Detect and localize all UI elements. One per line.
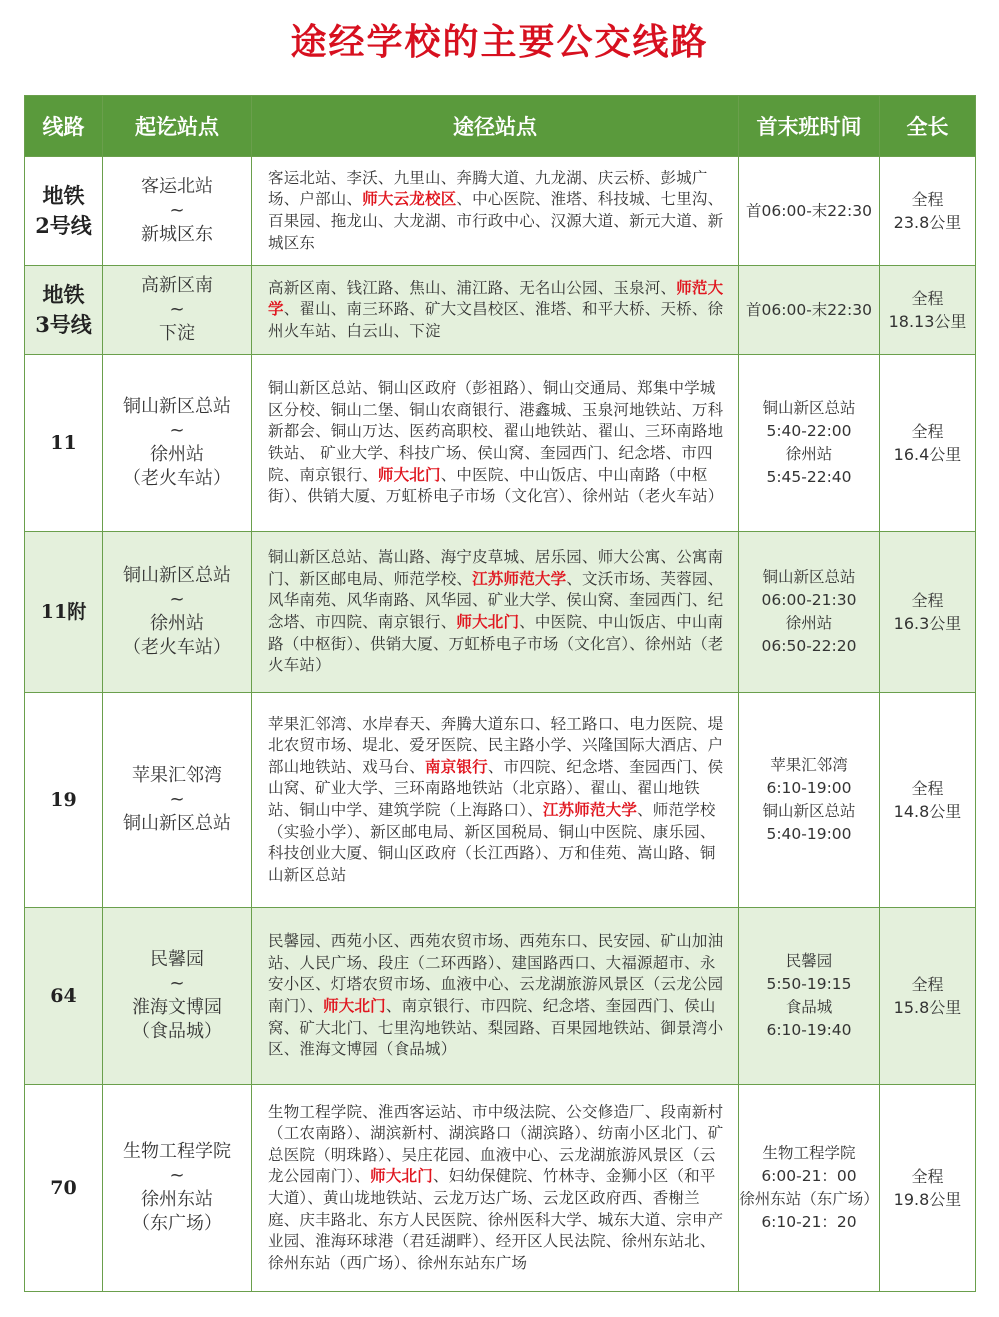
route-ends-cell	[103, 266, 252, 355]
route-end-text: （老火车站）	[123, 637, 231, 658]
route-line-text: 19	[50, 789, 77, 811]
highlighted-stop: 师大北门	[377, 465, 441, 484]
stop-text: 民馨园、西苑小区、西苑农贸市场、西苑东口、民安园、矿山加油站、人民广场、段庄（二环西路）、建国路西口、大福源超市、永安小区、灯塔农贸市场、血液中心、云龙湖旅游风景区（云龙公园南门）、	[268, 932, 724, 1015]
stop-text: 、中医院、中山饭店、中山南路（中枢街）、供销大厦、万虹桥电子市场（文化宫）、徐州站（老火车站）	[268, 465, 724, 506]
route-end-text: ~	[169, 789, 185, 810]
route-length-text: 全程	[911, 591, 944, 610]
route-time-cell	[739, 693, 880, 908]
route-length-cell	[880, 908, 976, 1085]
route-time-cell	[739, 266, 880, 355]
route-line-text: 地铁	[42, 282, 85, 307]
route-length-cell	[880, 266, 976, 355]
page-title: 途经学校的主要公交线路	[290, 22, 709, 63]
route-time-text: 6:00-21：00	[761, 1167, 857, 1185]
table-body	[25, 157, 976, 1292]
route-stops-cell	[252, 532, 739, 693]
stop-text: 、中医院、中山饭店、中山南路（中枢街）、供销大厦、万虹桥电子市场（文化宫）、徐州站（老火车站）	[268, 613, 724, 675]
route-length-text: 全程	[911, 779, 944, 798]
header-stops: 途径站点	[252, 96, 739, 157]
route-ends-cell	[103, 355, 252, 532]
route-end-text: 高新区南	[141, 275, 213, 296]
stop-text: 苹果汇邻湾、水岸春天、奔腾大道东口、轻工路口、电力医院、堤北农贸市场、堤北、爱牙医院、民主路小学、兴隆国际大酒店、户部山地铁站、戏马台、	[268, 714, 724, 776]
route-time-text: 徐州站	[785, 445, 833, 463]
route-end-text: ~	[169, 200, 185, 221]
route-end-text: 铜山新区总站	[123, 813, 231, 834]
table-header-row	[25, 96, 976, 157]
stop-text: 生物工程学院、淮西客运站、市中级法院、公交修造厂、段南新村（工农南路）、湖滨新村、湖滨路口（湖滨路）、纺南小区北门、矿总医院（明珠路）、吴庄花园、血液中心、云龙湖旅游风景区（云龙公园南门）、	[268, 1102, 724, 1186]
route-line-text: 11附	[40, 601, 87, 623]
route-length-text: 全程	[911, 422, 944, 441]
route-stops-cell	[252, 355, 739, 532]
route-time-text: 首06:00-末22:30	[746, 201, 872, 220]
route-stops-cell	[252, 266, 739, 355]
stop-text: 、翟山、南三环路、矿大文昌校区、淮塔、和平大桥、天桥、徐州火车站、白云山、下淀	[268, 300, 724, 340]
route-time-text: 06:00-21:30	[761, 591, 857, 609]
route-time-cell	[739, 532, 880, 693]
route-line-text: 70	[50, 1177, 77, 1199]
route-length-cell	[880, 157, 976, 266]
route-ends-cell	[103, 532, 252, 693]
table-row	[25, 908, 976, 1085]
highlighted-stop: 师大北门	[323, 997, 386, 1015]
highlighted-stop: 江苏师范大学	[542, 801, 638, 819]
table-row	[25, 266, 976, 355]
stop-text: 、中心医院、淮塔、科技城、七里沟、百果园、拖龙山、大龙湖、市行政中心、汉源大道、新元大道、新城区东	[268, 190, 724, 252]
route-end-text: 徐州站	[150, 613, 204, 634]
route-stops-cell	[252, 908, 739, 1085]
stop-text: 铜山新区总站、嵩山路、海宁皮草城、居乐园、师大公寓、公寓南门、新区邮电局、师范学校、	[268, 548, 724, 588]
route-time-text: 5:40-19:00	[766, 825, 852, 843]
route-time-text: 5:45-22:40	[766, 468, 852, 486]
route-line-cell	[25, 157, 103, 266]
stop-text: 、市四院、纪念塔、奎园西门、侯山窝、矿业大学、三环南路地铁站（北京路）、翟山、翟山地铁站、铜山中学、建筑学院（上海路口）、	[268, 757, 724, 819]
route-time-text: 铜山新区总站	[762, 568, 856, 586]
route-end-text: （食品城）	[132, 1021, 222, 1042]
route-end-text: ~	[169, 589, 185, 610]
route-time-text: 苹果汇邻湾	[770, 756, 848, 774]
route-ends-cell	[103, 908, 252, 1085]
route-time-text: 徐州东站（东广场）	[739, 1190, 879, 1208]
route-end-text: 新城区东	[141, 224, 213, 245]
route-end-text: 铜山新区总站	[123, 565, 231, 586]
route-end-text: 苹果汇邻湾	[132, 765, 222, 786]
route-time-text: 5:40-22:00	[766, 422, 852, 440]
bus-routes-table	[24, 95, 976, 1292]
route-time-text: 5:50-19:15	[766, 975, 852, 993]
stop-text: 、师范学校（实验小学）、新区邮电局、新区国税局、铜山中医院、康乐园、科技创业大厦、铜山区政府（长江西路）、万和佳苑、嵩山路、铜山新区总站	[268, 801, 716, 884]
table-row	[25, 532, 976, 693]
route-line-cell	[25, 266, 103, 355]
route-length-text: 19.8公里	[893, 1190, 962, 1209]
route-time-text: 徐州站	[785, 614, 833, 632]
route-length-cell	[880, 693, 976, 908]
route-end-text: ~	[169, 1165, 185, 1186]
table-row	[25, 355, 976, 532]
highlighted-stop: 师大北门	[456, 613, 520, 631]
header-line: 线路	[25, 96, 103, 157]
route-stops-cell	[252, 1085, 739, 1292]
route-time-text: 铜山新区总站	[762, 802, 856, 820]
table-row	[25, 1085, 976, 1292]
route-length-text: 23.8公里	[893, 213, 962, 232]
route-time-cell	[739, 908, 880, 1085]
route-time-text: 06:50-22:20	[761, 637, 857, 655]
route-line-text: 地铁	[42, 183, 85, 208]
route-length-cell	[880, 355, 976, 532]
route-time-text: 民馨园	[785, 952, 833, 970]
route-time-text: 6:10-21：20	[761, 1213, 857, 1231]
route-length-text: 15.8公里	[893, 998, 962, 1017]
route-end-text: 徐州站	[150, 444, 204, 465]
route-time-text: 6:10-19:40	[766, 1021, 852, 1039]
table-row	[25, 693, 976, 908]
route-line-cell	[25, 693, 103, 908]
route-line-text: 3号线	[35, 312, 92, 337]
route-length-text: 全程	[911, 190, 944, 209]
route-length-cell	[880, 532, 976, 693]
route-end-text: ~	[169, 420, 185, 441]
route-time-text: 生物工程学院	[762, 1144, 856, 1162]
route-time-text: 食品城	[785, 998, 833, 1016]
route-end-text: 铜山新区总站	[123, 396, 231, 417]
route-end-text: ~	[169, 973, 185, 994]
route-time-text: 6:10-19:00	[766, 779, 852, 797]
route-length-text: 16.4公里	[893, 445, 962, 464]
stop-text: 客运北站、李沃、九里山、奔腾大道、九龙湖、庆云桥、彭城广场、户部山、	[268, 168, 708, 209]
route-time-cell	[739, 157, 880, 266]
stop-text: 铜山新区总站、铜山区政府（彭祖路）、铜山交通局、郑集中学城区分校、铜山二堡、铜山农商银行、港鑫城、玉泉河地铁站、万科新都会、铜山万达、医药高职校、翟山地铁站、翟山、三环南路地铁站、 矿业大学、科技广场、侯山窝、奎园西门、纪念塔、市四院、南京银行、	[268, 379, 724, 484]
highlighted-stop: 师大北门	[370, 1167, 433, 1186]
stop-text: 高新区南、钱江路、焦山、浦江路、无名山公园、玉泉河、	[268, 278, 677, 297]
header-length: 全长	[880, 96, 976, 157]
route-length-text: 14.8公里	[893, 802, 962, 821]
stop-text: 、妇幼保健院、竹林寺、金狮小区（和平大道）、黄山垅地铁站、云龙万达广场、云龙区政府西、香榭兰庭、庆丰路北、东方人民医院、徐州医科大学、城东大道、宗申产业园、淮海环球港（君廷湖畔）、经开区人民法院、徐州东站北、徐州东站（西广场）、徐州东站东广场	[268, 1167, 724, 1272]
highlighted-stop: 师大云龙校区	[362, 190, 457, 209]
route-line-cell	[25, 355, 103, 532]
route-line-cell	[25, 908, 103, 1085]
route-end-text: （东广场）	[132, 1213, 222, 1234]
route-end-text: 徐州东站	[141, 1189, 213, 1210]
route-line-cell	[25, 532, 103, 693]
route-time-text: 铜山新区总站	[762, 399, 856, 417]
route-length-text: 全程	[911, 289, 944, 308]
route-line-text: 11	[50, 432, 77, 454]
stop-text: 、文沃市场、芙蓉园、风华南苑、风华南路、风华园、矿业大学、侯山窝、奎园西门、纪念塔、市四院、南京银行、	[268, 569, 724, 631]
route-time-text: 首06:00-末22:30	[746, 300, 872, 319]
route-ends-cell	[103, 693, 252, 908]
route-length-cell	[880, 1085, 976, 1292]
route-length-text: 16.3公里	[893, 614, 962, 633]
route-end-text: ~	[169, 299, 185, 320]
route-time-cell	[739, 355, 880, 532]
header-ends: 起讫站点	[103, 96, 252, 157]
highlighted-stop: 南京银行	[425, 757, 488, 776]
route-end-text: （老火车站）	[123, 468, 231, 489]
route-ends-cell	[103, 157, 252, 266]
route-line-text: 2号线	[35, 213, 92, 238]
route-length-text: 全程	[911, 1167, 944, 1186]
route-length-text: 全程	[911, 975, 944, 994]
route-time-cell	[739, 1085, 880, 1292]
highlighted-stop: 师范大学	[268, 278, 724, 319]
route-end-text: 民馨园	[150, 949, 204, 970]
highlighted-stop: 江苏师范大学	[472, 569, 567, 588]
route-length-text: 18.13公里	[888, 312, 967, 331]
route-line-cell	[25, 1085, 103, 1292]
route-end-text: 淮海文博园	[132, 997, 222, 1018]
header-time: 首末班时间	[739, 96, 880, 157]
stop-text: 、南京银行、市四院、纪念塔、奎园西门、侯山窝、矿大北门、七里沟地铁站、梨园路、百果园地铁站、御景湾小区、淮海文博园（食品城）	[268, 997, 724, 1059]
route-end-text: 客运北站	[141, 176, 213, 197]
route-ends-cell	[103, 1085, 252, 1292]
route-line-text: 64	[50, 985, 77, 1007]
route-stops-cell	[252, 693, 739, 908]
route-end-text: 下淀	[159, 323, 195, 344]
route-stops-cell	[252, 157, 739, 266]
table-row	[25, 157, 976, 266]
route-end-text: 生物工程学院	[123, 1141, 231, 1162]
